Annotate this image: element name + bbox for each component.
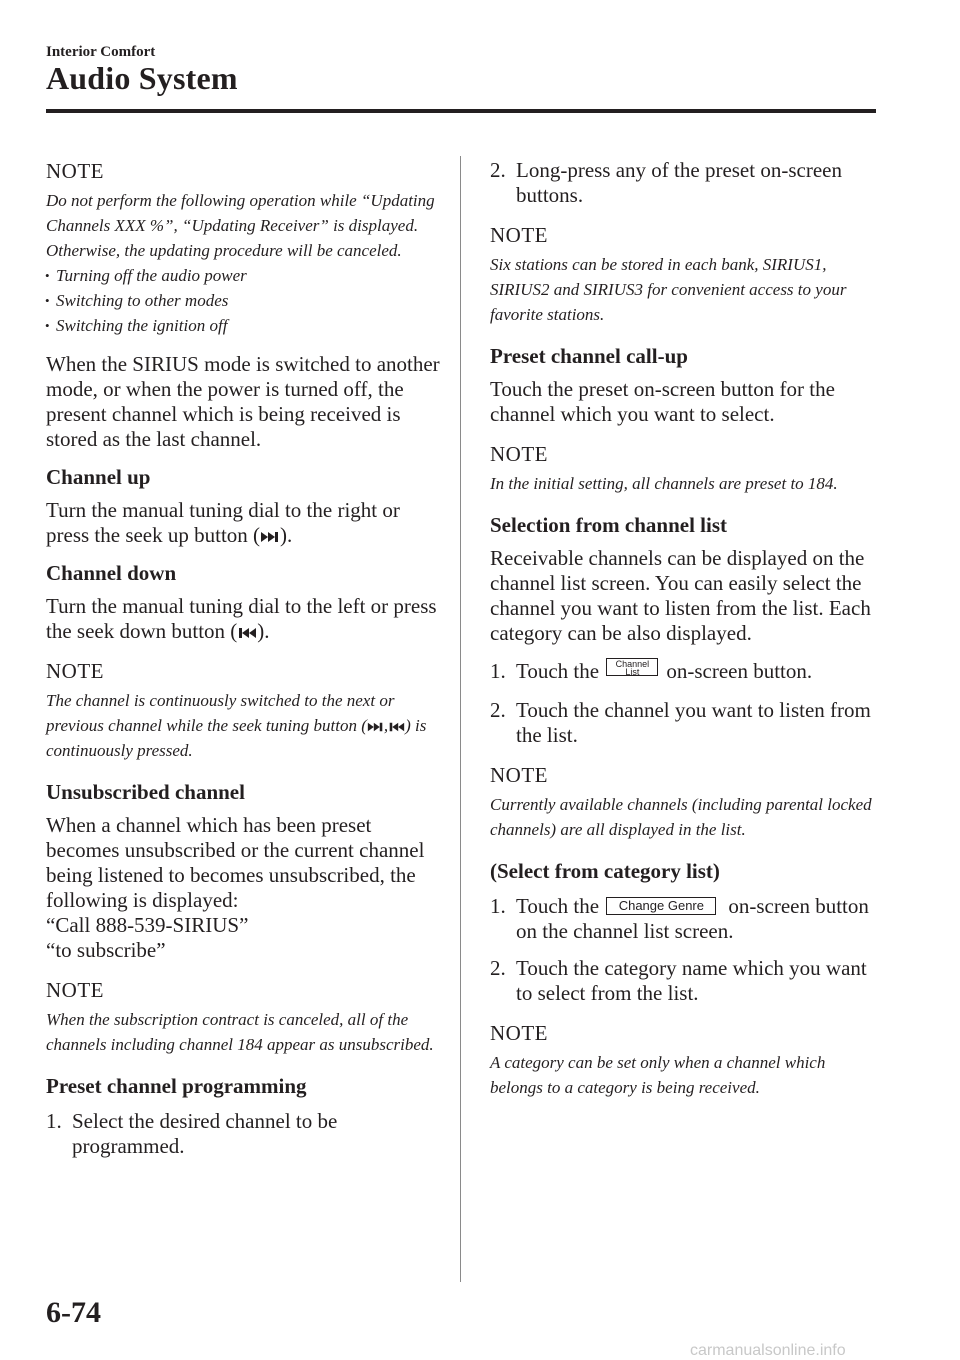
step-number: 2. <box>490 698 506 722</box>
note-text: Six stations can be stored in each bank, SIRIUS1, SIRIUS2 and SIRIUS3 for convenient access to your favorite stations. <box>490 255 847 324</box>
step-text-after: on-screen button on the channel list screen. <box>516 894 869 943</box>
note-heading: NOTE <box>490 763 548 787</box>
step-text: Select the desired channel to be programmed. <box>72 1109 338 1158</box>
seek-up-icon <box>260 530 280 544</box>
note-text: When the subscription contract is canceled, all of the channels including channel 184 appear as unsubscribed. <box>46 1010 434 1054</box>
preset-callup-text: Touch the preset on-screen button for the channel which you want to select. <box>490 377 835 426</box>
step-number: 1. <box>46 1109 62 1133</box>
seek-down-icon <box>237 626 257 640</box>
right-column <box>490 156 880 1100</box>
preset-programming-heading: Preset channel programming <box>46 1074 307 1098</box>
note-heading: NOTE <box>46 659 104 683</box>
step-number: 1. <box>490 659 506 683</box>
seek-down-icon <box>388 721 405 733</box>
page-title: Audio System <box>46 60 238 96</box>
note-subscription <box>46 977 441 1057</box>
note-bullet-list <box>46 263 441 338</box>
note-updating <box>46 158 441 338</box>
note-heading: NOTE <box>490 223 548 247</box>
note-text: Currently available channels (including parental locked channels) are all displayed in the list. <box>490 795 872 839</box>
channel-down-text <box>46 594 441 644</box>
watermark: carmanualsonline.info <box>690 1342 846 1359</box>
channel-up-text-before: Turn the manual tuning dial to the right or press the seek up button ( <box>46 498 400 547</box>
unsubscribed-text: When a channel which has been preset becomes unsubscribed or the current channel being listened to becomes unsubscribed, the following is displayed: <box>46 813 425 912</box>
selection-text: Receivable channels can be displayed on the channel list screen. You can easily select the channel you want to listen from the list. Each category can be also displayed. <box>490 546 871 645</box>
change-genre-button-image: Change Genre <box>606 897 716 915</box>
category-step-2 <box>490 956 880 1006</box>
note-text: Do not perform the following operation while “Updating Channels XXX %”, “Updating Receiver” is displayed. Otherwise, the updating procedure will be canceled. <box>46 191 435 260</box>
note-text-before: The channel is continuously switched to the next or previous channel while the seek tuning button ( <box>46 691 395 735</box>
step-text: Touch the channel you want to listen from the list. <box>516 698 871 747</box>
last-channel-paragraph: When the SIRIUS mode is switched to another mode, or when the power is turned off, the present channel which is being received is stored as the last channel. <box>46 352 440 451</box>
note-heading: NOTE <box>46 159 104 183</box>
note-heading: NOTE <box>490 1021 548 1045</box>
selection-step-1 <box>490 658 880 684</box>
channel-up-text-after: ). <box>280 523 293 547</box>
note-heading: NOTE <box>490 442 548 466</box>
note-text: In the initial setting, all channels are preset to 184. <box>490 474 838 493</box>
note-banks <box>490 222 880 327</box>
step-number: 2. <box>490 158 506 182</box>
page-number: 6-74 <box>46 1296 101 1329</box>
seek-up-icon <box>367 721 384 733</box>
category-step-1 <box>490 894 880 944</box>
channel-up-text <box>46 498 441 548</box>
selection-heading: Selection from channel list <box>490 513 728 537</box>
note-text <box>46 688 441 763</box>
note-continuous <box>46 658 441 763</box>
unsubscribed-message-line: “Call 888-539-SIRIUS” <box>46 913 249 937</box>
note-text-after: ) is continuously pressed. <box>46 716 427 760</box>
channel-down-heading: Channel down <box>46 561 177 585</box>
section-label: Interior Comfort <box>46 44 156 60</box>
bullet-item: • Switching the ignition off <box>46 313 441 338</box>
note-category <box>490 1020 880 1100</box>
channel-up-heading: Channel up <box>46 465 151 489</box>
step-text-before: Touch the <box>516 659 600 683</box>
step-text: Touch the category name which you want to select from the list. <box>516 956 867 1005</box>
preset-callup-heading: Preset channel call-up <box>490 344 688 368</box>
bullet-item: • Switching to other modes <box>46 288 441 313</box>
category-heading: (Select from category list) <box>490 859 720 883</box>
bullet-item: • Turning off the audio power <box>46 263 441 288</box>
column-divider <box>460 156 461 1282</box>
selection-step-2 <box>490 698 880 748</box>
channel-list-button-line: List <box>625 667 640 677</box>
channel-down-text-after: ). <box>257 619 270 643</box>
preset-programming-step-2 <box>490 158 880 208</box>
channel-list-button-image <box>606 658 658 676</box>
header-rule <box>46 109 876 113</box>
note-initial-setting <box>490 441 880 496</box>
unsubscribed-message-line: “to subscribe” <box>46 938 166 962</box>
step-number: 1. <box>490 894 506 918</box>
note-text: A category can be set only when a channel which belongs to a category is being received. <box>490 1053 826 1097</box>
step-text-before: Touch the <box>516 894 600 918</box>
preset-programming-step-1 <box>46 1109 441 1159</box>
step-number: 2. <box>490 956 506 980</box>
step-text: Long-press any of the preset on-screen buttons. <box>516 158 842 207</box>
channel-list-button-line: Channel <box>615 659 650 669</box>
note-available-channels <box>490 762 880 842</box>
note-separator: , <box>383 716 389 735</box>
left-column <box>46 156 441 1159</box>
channel-down-text-before: Turn the manual tuning dial to the left or press the seek down button ( <box>46 594 437 643</box>
unsubscribed-heading: Unsubscribed channel <box>46 780 245 804</box>
step-text-after: on-screen button. <box>666 659 813 683</box>
note-heading: NOTE <box>46 978 104 1002</box>
